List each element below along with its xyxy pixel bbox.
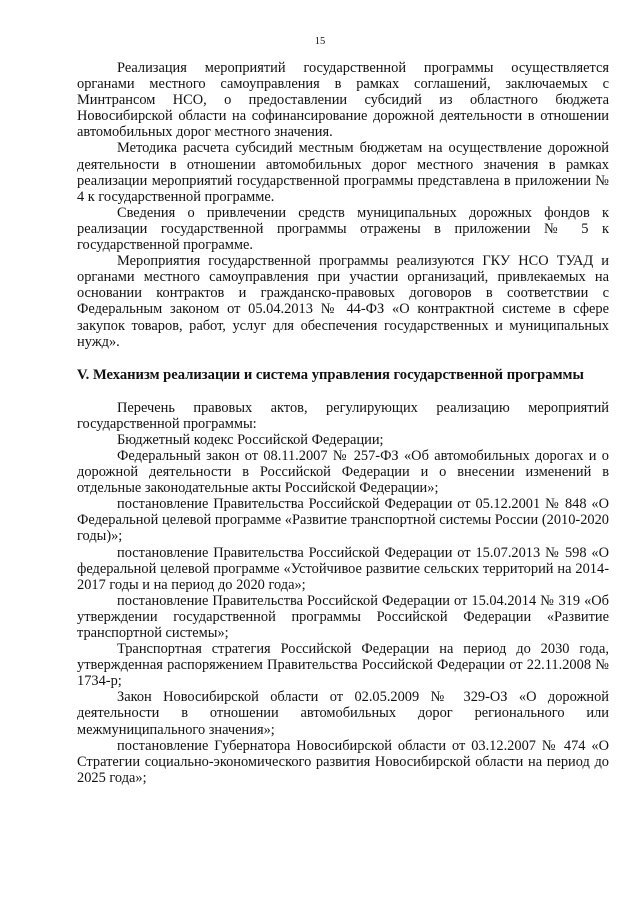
- paragraph-implementation: Реализация мероприятий государственной программы осуществляется органами местного самоуправления в рамках соглашений, заключаемых с Минтрансом НСО, о предоставлении субсидий из областного бюджета Новосибирской области на софинансирование дорожной деятельности в отношении автомобильных дорог местного значения.: [77, 60, 609, 141]
- paragraph-resolution-598: постановление Правительства Российской Федерации от 15.07.2013 № 598 «О федеральной целевой программе «Устойчивое развитие сельских территорий на 2014-2017 годы и на период до 2020 года»;: [77, 544, 609, 593]
- paragraph-subsidy-method: Методика расчета субсидий местным бюджетам на осуществление дорожной деятельности в отношении автомобильных дорог местного значения в рамках реализации мероприятий государственной программы представлена в приложении № 4 к государственной программе.: [77, 140, 609, 205]
- paragraph-resolution-848: постановление Правительства Российской Федерации от 05.12.2001 № 848 «О Федеральной целевой программе «Развитие транспортной системы России (2010-2020 годы)»;: [77, 496, 609, 545]
- paragraph-legal-acts-intro: Перечень правовых актов, регулирующих реализацию мероприятий государственной программы:: [77, 399, 609, 432]
- paragraph-transport-strategy: Транспортная стратегия Российской Федерации на период до 2030 года, утвержденная распоряжением Правительства Российской Федерации от 22.11.2008 № 1734-р;: [77, 641, 609, 690]
- paragraph-resolution-319: постановление Правительства Российской Федерации от 15.04.2014 № 319 «Об утверждении государственной программы Российской Федерации «Развитие транспортной системы»;: [77, 592, 609, 641]
- page-number: 15: [314, 36, 326, 47]
- paragraph-federal-law-257: Федеральный закон от 08.11.2007 № 257-ФЗ «Об автомобильных дорогах и о дорожной деятельности в Российской Федерации и о внесении изменений в отдельные законодательные акты Российской Федерации»;: [77, 447, 609, 497]
- paragraph-road-funds: Сведения о привлечении средств муниципальных дорожных фондов к реализации государственной программы отражены в приложении № 5 к государственной программе.: [77, 204, 609, 254]
- paragraph-regional-law-329: Закон Новосибирской области от 02.05.2009 № 329-ОЗ «О дорожной деятельности в отношении автомобильных дорог регионального или межмуниципального значения»;: [77, 689, 609, 738]
- page-content: [77, 60, 609, 786]
- paragraph-budget-code: Бюджетный кодекс Российской Федерации;: [117, 431, 384, 448]
- section-heading: V. Механизм реализации и система управления государственной программы: [77, 366, 584, 383]
- paragraph-governor-resolution-474: постановление Губернатора Новосибирской области от 03.12.2007 № 474 «О Стратегии социально-экономического развития Новосибирской области на период до 2025 года»;: [77, 737, 609, 786]
- paragraph-contractors: Мероприятия государственной программы реализуются ГКУ НСО ТУАД и органами местного самоуправления при участии организаций, привлекаемых на основании контрактов и гражданско-правовых договоров в соответствии с Федеральным законом от 05.04.2013 № 44-ФЗ «О контрактной системе в сфере закупок товаров, работ, услуг для обеспечения государственных и муниципальных нужд».: [77, 253, 609, 350]
